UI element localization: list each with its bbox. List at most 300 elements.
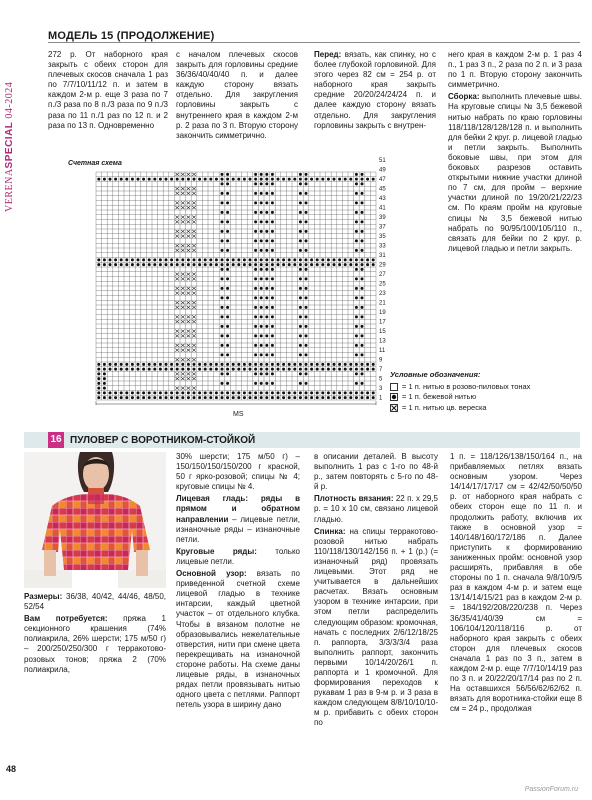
chart-dot-stitch xyxy=(181,396,184,399)
chart-dot-stitch xyxy=(260,334,263,337)
text-run: пряжа 1 секционного крашения (74% полиакрила, 26% шерсти; 175 м/50 г) – 200/250/250/300 г терракотово-розовых тонов; пряжа 2 (70% полиакрила, xyxy=(24,614,166,674)
chart-dot-stitch xyxy=(226,249,229,252)
chart-dot-stitch xyxy=(327,258,330,261)
chart-dot-stitch xyxy=(277,258,280,261)
chart-dot-stitch xyxy=(114,396,117,399)
chart-cross-stitch xyxy=(181,216,185,219)
paragraph xyxy=(48,50,168,131)
chart-dot-stitch xyxy=(137,263,140,266)
chart-dot-stitch xyxy=(277,363,280,366)
chart-row-label: 47 xyxy=(379,177,386,184)
chart-dot-stitch xyxy=(265,277,268,280)
chart-dot-stitch xyxy=(299,239,302,242)
chart-dot-stitch xyxy=(198,263,201,266)
chart-dot-stitch xyxy=(260,268,263,271)
chart-dot-stitch xyxy=(355,211,358,214)
chart-dot-stitch xyxy=(344,391,347,394)
chart-cross-stitch xyxy=(175,358,179,361)
chart-dot-stitch xyxy=(198,368,201,371)
chart-dot-stitch xyxy=(193,258,196,261)
chart-dot-stitch xyxy=(344,368,347,371)
chart-row-label: 45 xyxy=(379,186,386,193)
chart-dot-stitch xyxy=(226,306,229,309)
chart-dot-stitch xyxy=(170,396,173,399)
chart-dot-stitch xyxy=(221,182,224,185)
chart-dot-stitch xyxy=(226,344,229,347)
chart-dot-stitch xyxy=(221,382,224,385)
chart-dot-stitch xyxy=(260,396,263,399)
chart-cross-stitch xyxy=(187,320,191,323)
chart-dot-stitch xyxy=(310,396,313,399)
chart-dot-stitch xyxy=(226,296,229,299)
dot-square-icon xyxy=(390,393,398,401)
chart-dot-stitch xyxy=(361,334,364,337)
bold-heading: Лицевая гладь: ряды в прямом и обратном направлении xyxy=(176,494,300,524)
chart-dot-stitch xyxy=(170,391,173,394)
chart-cross-stitch xyxy=(187,287,191,290)
chart-dot-stitch xyxy=(355,201,358,204)
chart-dot-stitch xyxy=(372,258,375,261)
chart-dot-stitch xyxy=(165,178,168,181)
chart-dot-stitch xyxy=(249,396,252,399)
chart-row-label: 1 xyxy=(379,395,383,402)
chart-dot-stitch xyxy=(265,201,268,204)
legend-text: = 1 п. бежевой нитью xyxy=(402,392,477,401)
chart-row-label: 19 xyxy=(379,310,386,317)
chart-dot-stitch xyxy=(321,263,324,266)
chart-cross-stitch xyxy=(175,201,179,204)
paragraph xyxy=(448,50,582,90)
chart-dot-stitch xyxy=(361,306,364,309)
chart-row-label: 41 xyxy=(379,205,386,212)
chart-dot-stitch xyxy=(193,368,196,371)
chart-dot-stitch xyxy=(355,249,358,252)
chart-dot-stitch xyxy=(271,391,274,394)
chart-dot-stitch xyxy=(198,363,201,366)
chart-cross-stitch xyxy=(187,292,191,295)
chart-dot-stitch xyxy=(299,344,302,347)
chart-cross-stitch xyxy=(192,306,196,309)
chart-dot-stitch xyxy=(198,178,201,181)
paragraph xyxy=(314,494,438,524)
top-col-3 xyxy=(314,50,436,133)
chart-dot-stitch xyxy=(321,258,324,261)
chart-dot-stitch xyxy=(299,211,302,214)
chart-dot-stitch xyxy=(271,178,274,181)
chart-cross-stitch xyxy=(175,301,179,304)
chart-row-label: 39 xyxy=(379,215,386,222)
chart-cross-stitch xyxy=(192,244,196,247)
chart-dot-stitch xyxy=(142,396,145,399)
chart-dot-stitch xyxy=(226,368,229,371)
chart-cross-stitch xyxy=(181,277,185,280)
chart-dot-stitch xyxy=(305,334,308,337)
chart-dot-stitch xyxy=(209,258,212,261)
chart-dot-stitch xyxy=(321,391,324,394)
chart-dot-stitch xyxy=(361,178,364,181)
chart-cross-stitch xyxy=(187,249,191,252)
chart-dot-stitch xyxy=(215,396,218,399)
paragraph xyxy=(176,452,300,492)
chart-dot-stitch xyxy=(170,263,173,266)
chart-dot-stitch xyxy=(254,277,257,280)
chart-dot-stitch xyxy=(103,391,106,394)
chart-dot-stitch xyxy=(232,178,235,181)
chart-dot-stitch xyxy=(299,178,302,181)
chart-dot-stitch xyxy=(305,277,308,280)
chart-dot-stitch xyxy=(159,263,162,266)
chart-dot-stitch xyxy=(361,344,364,347)
chart-dot-stitch xyxy=(355,372,358,375)
chart-dot-stitch xyxy=(366,368,369,371)
chart-dot-stitch xyxy=(355,192,358,195)
chart-dot-stitch xyxy=(344,178,347,181)
chart-dot-stitch xyxy=(310,391,313,394)
chart-dot-stitch xyxy=(282,258,285,261)
chart-dot-stitch xyxy=(176,258,179,261)
chart-cross-stitch xyxy=(175,244,179,247)
chart-dot-stitch xyxy=(254,211,257,214)
chart-dot-stitch xyxy=(131,391,134,394)
chart-dot-stitch xyxy=(260,239,263,242)
chart-cross-stitch xyxy=(175,206,179,209)
chart-dot-stitch xyxy=(249,363,252,366)
chart-dot-stitch xyxy=(97,258,100,261)
chart-dot-stitch xyxy=(226,325,229,328)
chart-dot-stitch xyxy=(221,396,224,399)
chart-dot-stitch xyxy=(215,391,218,394)
chart-dot-stitch xyxy=(131,178,134,181)
chart-dot-stitch xyxy=(221,277,224,280)
chart-dot-stitch xyxy=(299,287,302,290)
chart-dot-stitch xyxy=(204,258,207,261)
magazine-spine xyxy=(0,0,22,800)
chart-dot-stitch xyxy=(305,211,308,214)
chart-dot-stitch xyxy=(114,363,117,366)
chart-dot-stitch xyxy=(260,315,263,318)
chart-dot-stitch xyxy=(254,249,257,252)
chart-dot-stitch xyxy=(226,277,229,280)
text-run: 272 р. От наборного края закрыть с обеих сторон для плечевых скосов сначала 1 раз по 7/7/10/11/12 п. и затем в каждом 2-м р. еще 3 раза по 7 п./3 раза по 8 п./3 раза по 9 п./3 раза по 11 п./1 раз по 12 п. и 2 раза по 13 п. Одновременно xyxy=(48,50,168,130)
chart-dot-stitch xyxy=(254,263,257,266)
paragraph xyxy=(176,569,300,710)
chart-dot-stitch xyxy=(271,368,274,371)
chart-cross-stitch xyxy=(175,344,179,347)
chart-dot-stitch xyxy=(109,368,112,371)
chart-dot-stitch xyxy=(187,263,190,266)
chart-dot-stitch xyxy=(221,192,224,195)
chart-cross-stitch xyxy=(192,320,196,323)
sizes-block xyxy=(24,592,166,677)
text-run: только лицевые петли. xyxy=(176,546,300,566)
chart-dot-stitch xyxy=(221,391,224,394)
chart-dot-stitch xyxy=(288,178,291,181)
chart-dot-stitch xyxy=(293,363,296,366)
chart-dot-stitch xyxy=(327,263,330,266)
chart-dot-stitch xyxy=(299,396,302,399)
chart-cross-stitch xyxy=(175,320,179,323)
chart-dot-stitch xyxy=(226,230,229,233)
chart-dot-stitch xyxy=(305,239,308,242)
chart-dot-stitch xyxy=(254,268,257,271)
chart-cross-stitch xyxy=(175,277,179,280)
chart-cross-stitch xyxy=(175,173,179,176)
chart-dot-stitch xyxy=(288,258,291,261)
chart-dot-stitch xyxy=(344,396,347,399)
chart-dot-stitch xyxy=(316,368,319,371)
chart-dot-stitch xyxy=(355,315,358,318)
chart-dot-stitch xyxy=(221,296,224,299)
chart-dot-stitch xyxy=(221,201,224,204)
legend-title: Условные обозначения: xyxy=(390,370,481,379)
chart-dot-stitch xyxy=(260,368,263,371)
bottom-col-1 xyxy=(176,452,300,712)
chart-dot-stitch xyxy=(355,353,358,356)
chart-cross-stitch xyxy=(181,358,185,361)
chart-dot-stitch xyxy=(243,178,246,181)
chart-dot-stitch xyxy=(170,368,173,371)
chart-cross-stitch xyxy=(192,235,196,238)
chart-dot-stitch xyxy=(114,263,117,266)
chart-dot-stitch xyxy=(221,372,224,375)
chart-cross-stitch xyxy=(175,287,179,290)
chart-dot-stitch xyxy=(131,368,134,371)
chart-dot-stitch xyxy=(260,211,263,214)
page-number: 48 xyxy=(6,764,17,774)
chart-dot-stitch xyxy=(349,258,352,261)
chart-dot-stitch xyxy=(221,363,224,366)
chart-dot-stitch xyxy=(265,315,268,318)
chart-dot-stitch xyxy=(226,201,229,204)
chart-dot-stitch xyxy=(260,296,263,299)
chart-dot-stitch xyxy=(103,377,106,380)
chart-dot-stitch xyxy=(265,192,268,195)
chart-dot-stitch xyxy=(265,325,268,328)
chart-dot-stitch xyxy=(114,391,117,394)
chart-dot-stitch xyxy=(265,296,268,299)
chart-dot-stitch xyxy=(344,258,347,261)
chart-dot-stitch xyxy=(293,396,296,399)
chart-dot-stitch xyxy=(243,368,246,371)
chart-dot-stitch xyxy=(260,230,263,233)
chart-dot-stitch xyxy=(333,391,336,394)
chart-dot-stitch xyxy=(120,178,123,181)
chart-cross-stitch xyxy=(192,173,196,176)
chart-dot-stitch xyxy=(299,325,302,328)
chart-dot-stitch xyxy=(226,287,229,290)
chart-dot-stitch xyxy=(226,353,229,356)
paragraph xyxy=(448,92,582,254)
chart-dot-stitch xyxy=(305,315,308,318)
chart-dot-stitch xyxy=(338,391,341,394)
bold-heading: Перед: xyxy=(314,50,342,59)
chart-dot-stitch xyxy=(148,178,151,181)
chart-row-label: 51 xyxy=(379,158,386,165)
chart-dot-stitch xyxy=(344,263,347,266)
chart-dot-stitch xyxy=(131,363,134,366)
chart-cross-stitch xyxy=(192,206,196,209)
chart-dot-stitch xyxy=(299,315,302,318)
chart-dot-stitch xyxy=(232,396,235,399)
chart-dot-stitch xyxy=(271,325,274,328)
chart-cross-stitch xyxy=(192,273,196,276)
chart-dot-stitch xyxy=(176,368,179,371)
chart-dot-stitch xyxy=(97,368,100,371)
bold-heading: Спинка: xyxy=(314,526,346,536)
chart-dot-stitch xyxy=(181,368,184,371)
chart-cross-stitch xyxy=(181,330,185,333)
chart-dot-stitch xyxy=(305,230,308,233)
chart-dot-stitch xyxy=(338,263,341,266)
chart-cross-stitch xyxy=(175,334,179,337)
chart-dot-stitch xyxy=(299,353,302,356)
chart-dot-stitch xyxy=(361,368,364,371)
chart-dot-stitch xyxy=(271,344,274,347)
chart-dot-stitch xyxy=(221,287,224,290)
chart-cross-stitch xyxy=(192,334,196,337)
chart-dot-stitch xyxy=(333,368,336,371)
chart-dot-stitch xyxy=(305,287,308,290)
chart-dot-stitch xyxy=(355,325,358,328)
chart-dot-stitch xyxy=(137,368,140,371)
chart-dot-stitch xyxy=(288,368,291,371)
chart-dot-stitch xyxy=(109,396,112,399)
chart-row-label: 49 xyxy=(379,167,386,174)
chart-dot-stitch xyxy=(327,391,330,394)
chart-row-label: 5 xyxy=(379,376,383,383)
legend xyxy=(390,370,580,413)
chart-dot-stitch xyxy=(299,182,302,185)
chart-cross-stitch xyxy=(175,372,179,375)
chart-dot-stitch xyxy=(254,325,257,328)
chart-dot-stitch xyxy=(114,178,117,181)
chart-dot-stitch xyxy=(265,368,268,371)
chart-dot-stitch xyxy=(260,277,263,280)
chart-dot-stitch xyxy=(148,368,151,371)
chart-cross-stitch xyxy=(187,358,191,361)
chart-dot-stitch xyxy=(125,178,128,181)
paragraph xyxy=(24,614,166,675)
chart-row-label: 35 xyxy=(379,234,386,241)
chart-dot-stitch xyxy=(361,192,364,195)
chart-dot-stitch xyxy=(209,263,212,266)
chart-dot-stitch xyxy=(305,178,308,181)
chart-row-label: 17 xyxy=(379,319,386,326)
chart-dot-stitch xyxy=(265,287,268,290)
chart-dot-stitch xyxy=(215,258,218,261)
chart-dot-stitch xyxy=(305,368,308,371)
chart-dot-stitch xyxy=(103,396,106,399)
chart-dot-stitch xyxy=(277,263,280,266)
chart-dot-stitch xyxy=(221,344,224,347)
chart-dot-stitch xyxy=(226,363,229,366)
chart-dot-stitch xyxy=(361,382,364,385)
chart-dot-stitch xyxy=(299,306,302,309)
chart-dot-stitch xyxy=(361,249,364,252)
chart-row-label: 13 xyxy=(379,338,386,345)
chart-dot-stitch xyxy=(305,325,308,328)
chart-dot-stitch xyxy=(321,363,324,366)
chart-dot-stitch xyxy=(299,382,302,385)
chart-dot-stitch xyxy=(109,258,112,261)
chart-dot-stitch xyxy=(226,382,229,385)
chart-dot-stitch xyxy=(265,391,268,394)
chart-dot-stitch xyxy=(293,391,296,394)
chart-dot-stitch xyxy=(254,220,257,223)
chart-dot-stitch xyxy=(103,263,106,266)
bold-heading: Размеры: xyxy=(24,592,63,601)
chart-dot-stitch xyxy=(221,173,224,176)
chart-dot-stitch xyxy=(305,201,308,204)
chart-dot-stitch xyxy=(254,192,257,195)
chart-dot-stitch xyxy=(361,353,364,356)
chart-dot-stitch xyxy=(176,178,179,181)
chart-dot-stitch xyxy=(361,230,364,233)
chart-cross-stitch xyxy=(192,349,196,352)
chart-dot-stitch xyxy=(215,178,218,181)
chart-dot-stitch xyxy=(271,182,274,185)
chart-dot-stitch xyxy=(366,396,369,399)
chart-row-label: 3 xyxy=(379,386,383,393)
chart-dot-stitch xyxy=(97,396,100,399)
chart-cross-stitch xyxy=(187,344,191,347)
chart-dot-stitch xyxy=(361,201,364,204)
chart-row-label: 31 xyxy=(379,253,386,260)
chart-dot-stitch xyxy=(103,178,106,181)
chart-dot-stitch xyxy=(277,391,280,394)
chart-dot-stitch xyxy=(299,173,302,176)
chart-dot-stitch xyxy=(355,277,358,280)
chart-dot-stitch xyxy=(97,382,100,385)
chart-dot-stitch xyxy=(131,258,134,261)
chart-cross-stitch xyxy=(192,387,196,390)
chart-dot-stitch xyxy=(310,363,313,366)
chart-dot-stitch xyxy=(254,239,257,242)
chart-dot-stitch xyxy=(260,249,263,252)
chart-dot-stitch xyxy=(226,258,229,261)
chart-dot-stitch xyxy=(305,258,308,261)
chart-dot-stitch xyxy=(142,391,145,394)
chart-dot-stitch xyxy=(176,363,179,366)
chart-dot-stitch xyxy=(237,263,240,266)
chart-dot-stitch xyxy=(237,391,240,394)
chart-dot-stitch xyxy=(327,396,330,399)
chart-cross-stitch xyxy=(187,201,191,204)
chart-cross-stitch xyxy=(192,249,196,252)
chart-dot-stitch xyxy=(349,178,352,181)
chart-dot-stitch xyxy=(260,173,263,176)
chart-dot-stitch xyxy=(271,315,274,318)
chart-dot-stitch xyxy=(142,363,145,366)
chart-dot-stitch xyxy=(355,287,358,290)
chart-dot-stitch xyxy=(338,368,341,371)
chart-dot-stitch xyxy=(265,396,268,399)
chart-dot-stitch xyxy=(153,258,156,261)
chart-dot-stitch xyxy=(226,173,229,176)
chart-cross-stitch xyxy=(181,387,185,390)
model-title: МОДЕЛЬ 15 (ПРОДОЛЖЕНИЕ) xyxy=(48,30,215,42)
chart-dot-stitch xyxy=(226,182,229,185)
chart-cross-stitch xyxy=(192,344,196,347)
chart-cross-stitch xyxy=(175,235,179,238)
chart-dot-stitch xyxy=(277,178,280,181)
chart-dot-stitch xyxy=(165,258,168,261)
cross-square-icon xyxy=(390,404,398,412)
text-run: вязать, как спинку, но с более глубокой горловиной. Для этого через 82 см = 254 р. от наборного края закрыть средние 20/20/24/24/24 п. и далее каждую сторону вязать отдельно. Для закругления горловины закрыть с внутрен- xyxy=(314,50,436,130)
chart-dot-stitch xyxy=(271,258,274,261)
chart-dot-stitch xyxy=(97,263,100,266)
chart-dot-stitch xyxy=(232,263,235,266)
